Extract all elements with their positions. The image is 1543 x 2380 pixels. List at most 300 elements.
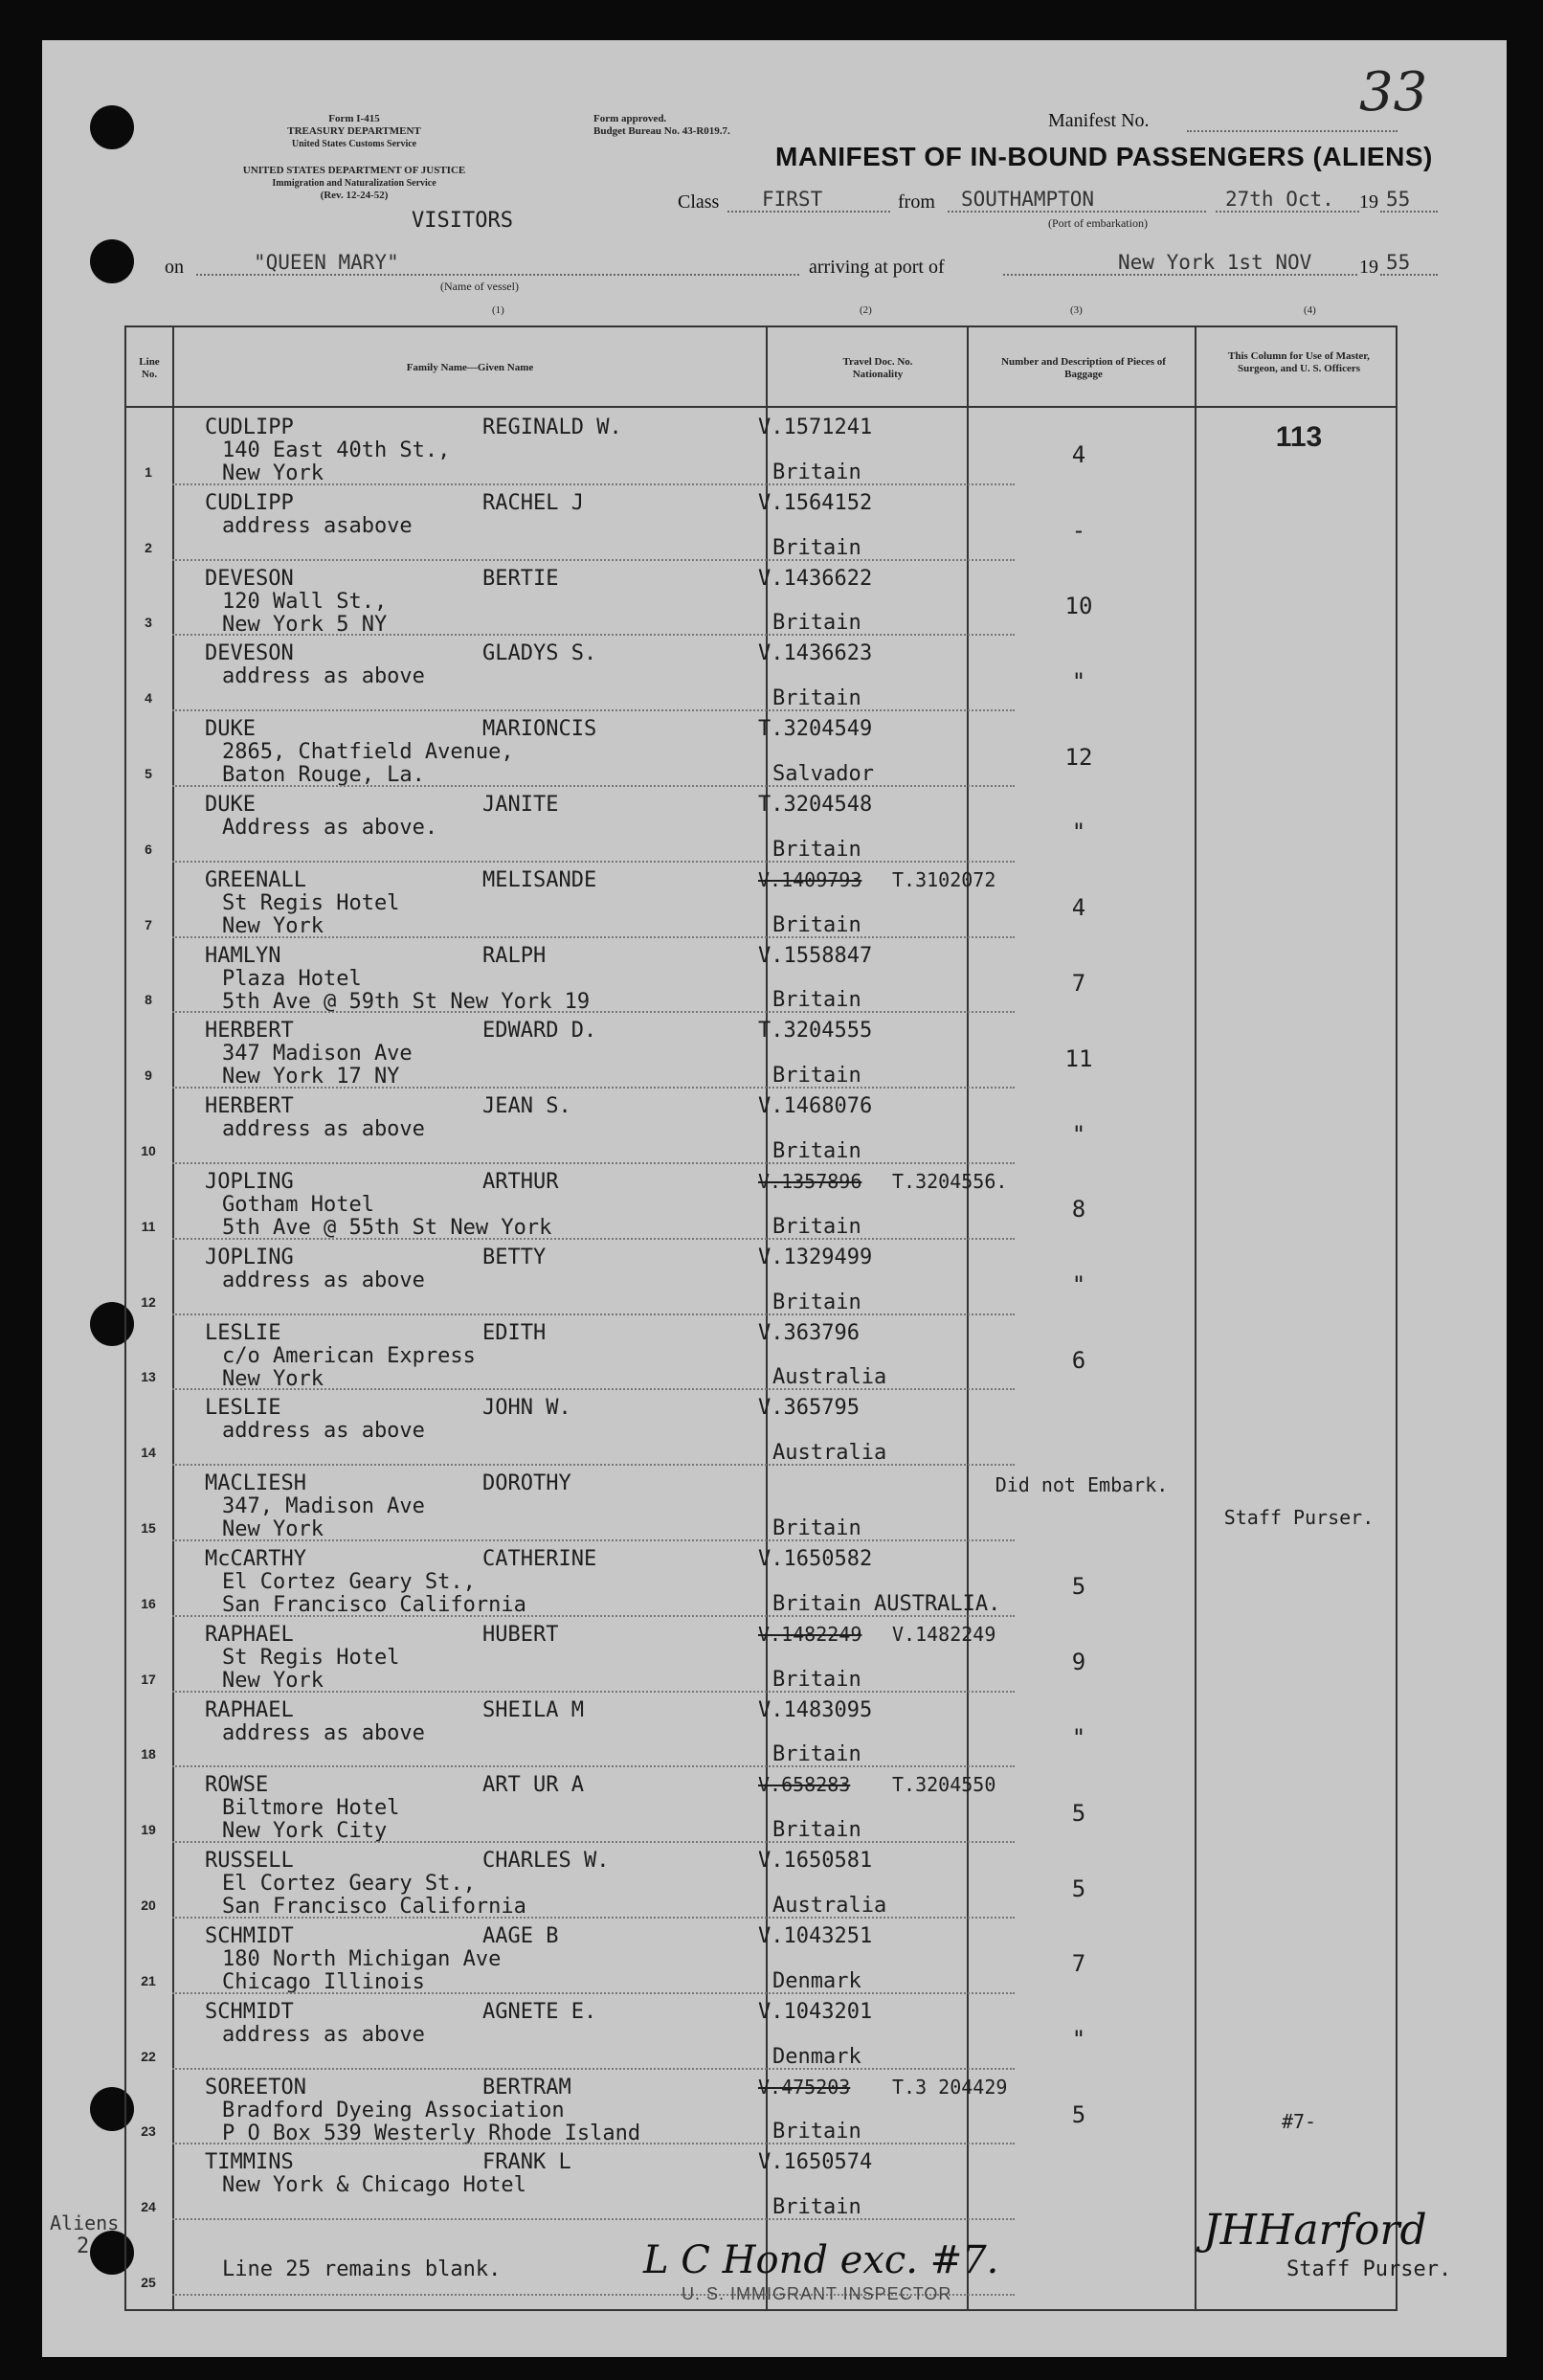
row-divider [172, 1388, 1015, 1391]
row-divider [172, 1615, 1015, 1618]
family-name: DEVESON [205, 566, 294, 591]
given-name: GLADYS S. [482, 641, 597, 666]
class-label: Class [678, 191, 720, 213]
line-number: 18 [141, 1746, 156, 1763]
visitors-label: VISITORS [412, 209, 513, 233]
row-divider [172, 1011, 1015, 1014]
row-divider [172, 634, 1015, 637]
table-row [126, 1166, 1396, 1242]
table-row [126, 2072, 1396, 2147]
family-name: SCHMIDT [205, 1924, 294, 1948]
manifest-title: MANIFEST OF IN-BOUND PASSENGERS (ALIENS) [775, 142, 1433, 171]
passenger-name [205, 567, 722, 592]
address-line: Biltmore Hotel [222, 1796, 400, 1821]
family-name: HERBERT [205, 1019, 294, 1044]
travel-doc-number: V.1436623 [758, 641, 873, 666]
travel-doc-number: V.1564152 [758, 490, 873, 515]
given-name: BERTIE [482, 566, 559, 591]
address-line: St Regis Hotel [222, 1645, 400, 1670]
address-line: New York City [222, 1819, 388, 1844]
row-divider [172, 785, 1015, 788]
family-name: McCARTHY [205, 1547, 306, 1571]
dept-justice-sub: Immigration and Naturalization Service [272, 178, 436, 189]
family-name: SCHMIDT [205, 1999, 294, 2024]
line-number: 25 [141, 2274, 156, 2290]
family-name: HAMLYN [205, 943, 281, 968]
travel-doc-struck: V.1482249 [758, 1622, 862, 1646]
address-line: c/o American Express [222, 1343, 476, 1368]
from-value: SOUTHAMPTON [948, 188, 1206, 213]
passenger-name [205, 717, 722, 742]
given-name: AAGE B [482, 1924, 559, 1948]
line-number: 16 [141, 1595, 156, 1611]
baggage-count: 4 [1071, 894, 1086, 922]
nationality: Britain [772, 1667, 861, 1692]
address-line: Plaza Hotel [222, 966, 362, 991]
address-line: New York [222, 913, 324, 938]
family-name: ROWSE [205, 1773, 269, 1798]
nationality: Britain [772, 535, 861, 560]
given-name: AGNETE E. [482, 1999, 597, 2024]
dept-treasury: TREASURY DEPARTMENT [287, 125, 421, 137]
table-row [126, 713, 1396, 789]
given-name: BETTY [482, 1245, 547, 1269]
row-divider [172, 1992, 1015, 1995]
table-row [126, 1015, 1396, 1090]
family-name: RAPHAEL [205, 1697, 294, 1722]
family-name: RUSSELL [205, 1849, 294, 1874]
baggage-count: " [1071, 667, 1086, 695]
line-number: 12 [141, 1293, 156, 1310]
table-row [126, 864, 1396, 940]
family-name: LESLIE [205, 1396, 281, 1421]
baggage-count: Did not Embark. [995, 1473, 1169, 1497]
address-line: New York [222, 1366, 324, 1391]
header-line-no: Line No. [139, 356, 160, 380]
class-value: FIRST [727, 188, 890, 213]
nationality: Britain [772, 1818, 861, 1843]
address-line: San Francisco California [222, 1593, 526, 1617]
line-number: 23 [141, 2123, 156, 2140]
nationality: Salvador [772, 761, 874, 786]
passenger-name [205, 2000, 722, 2025]
baggage-count: 10 [1064, 592, 1093, 619]
passenger-name [205, 1396, 722, 1421]
officer-note: Staff Purser. [1223, 1506, 1375, 1530]
nationality: Denmark [772, 1968, 861, 1993]
nationality: Britain [772, 1064, 861, 1089]
form-approved: Form approved. [593, 113, 667, 124]
row-divider [172, 1162, 1015, 1165]
row-divider [172, 709, 1015, 712]
nationality: Britain AUSTRALIA. [772, 1591, 1001, 1616]
travel-doc-number: V.1558847 [758, 943, 873, 968]
year-prefix: 19 [1359, 191, 1378, 213]
line-number: 2 [145, 539, 152, 555]
date-value: 27th Oct. [1216, 188, 1359, 213]
line-number: 5 [145, 765, 152, 781]
family-name: DUKE [205, 793, 256, 817]
form-revision: (Rev. 12-24-52) [320, 190, 389, 201]
address-line: New York [222, 461, 324, 485]
nationality: Britain [772, 2195, 861, 2220]
port-embarkation-caption: (Port of embarkation) [1048, 216, 1148, 230]
line-number: 3 [145, 615, 152, 631]
line-number: 13 [141, 1369, 156, 1385]
officer-note: #7- [1281, 2109, 1317, 2133]
line-number: 21 [141, 1972, 156, 1988]
table-row [126, 1317, 1396, 1393]
baggage-count: 11 [1064, 1044, 1093, 1072]
staff-purser-bottom: Staff Purser. [1286, 2257, 1452, 2281]
address-line: address as above [222, 664, 425, 689]
table-row [126, 1242, 1396, 1317]
address-line: 5th Ave @ 59th St New York 19 [222, 989, 591, 1014]
baggage-count: 5 [1071, 1573, 1086, 1601]
nationality: Australia [772, 1365, 887, 1390]
aliens-count: 2 [77, 2234, 90, 2258]
table-row [126, 563, 1396, 639]
travel-doc-number: T.3 204429 [892, 2075, 1008, 2099]
given-name: CHARLES W. [482, 1849, 610, 1874]
row-divider [172, 1765, 1015, 1768]
signature: JHHarford [1203, 2206, 1427, 2255]
row-divider [172, 1087, 1015, 1089]
baggage-count: 4 [1071, 441, 1086, 469]
line-number: 8 [145, 992, 152, 1008]
row-divider [172, 1313, 1015, 1316]
given-name: MELISANDE [482, 867, 597, 892]
passenger-name [205, 1019, 722, 1044]
row-divider [172, 936, 1015, 939]
address-line: St Regis Hotel [222, 890, 400, 915]
given-name: REGINALD W. [482, 415, 622, 439]
travel-doc-number: V.365795 [758, 1396, 860, 1421]
address-line: P O Box 539 Westerly Rhode Island [222, 2121, 641, 2145]
baggage-count: 7 [1071, 1950, 1086, 1978]
travel-doc-number: V.1468076 [758, 1094, 873, 1119]
travel-doc-number: T.3204556. [892, 1170, 1008, 1193]
travel-doc-number: T.3204548 [758, 793, 873, 817]
address-line: address as above [222, 1117, 425, 1142]
family-name: MACLIESH [205, 1471, 306, 1496]
given-name: RACHEL J [482, 490, 584, 515]
travel-doc-number: V.1650574 [758, 2150, 873, 2175]
column-number-4: (4) [1304, 304, 1316, 316]
arrival-year-prefix: 19 [1359, 257, 1378, 278]
given-name: ART UR A [482, 1773, 584, 1798]
travel-doc-number: V.1650581 [758, 1849, 873, 1874]
passenger-name [205, 2076, 722, 2100]
address-line: San Francisco California [222, 1895, 526, 1920]
address-line: address as above [222, 1720, 425, 1745]
row-divider [172, 1539, 1015, 1542]
aliens-note: Aliens [50, 2212, 120, 2234]
passenger-name [205, 868, 722, 893]
nationality: Britain [772, 611, 861, 636]
handwritten-note: L C Hond exc. #7. [643, 2238, 999, 2282]
passenger-name [205, 1094, 722, 1119]
family-name: DEVESON [205, 641, 294, 666]
table-row [126, 1392, 1396, 1468]
travel-doc-struck: V.1357896 [758, 1170, 862, 1193]
address-line: Chicago Illinois [222, 1970, 425, 1994]
table-row [126, 1619, 1396, 1695]
vessel-value: "QUEEN MARY" [196, 251, 799, 276]
passenger-name [205, 1471, 722, 1496]
family-name: TIMMINS [205, 2150, 294, 2175]
address-line: New York [222, 1668, 324, 1693]
baggage-count: 5 [1071, 1875, 1086, 1902]
budget-bureau: Budget Bureau No. 43-R019.7. [593, 125, 730, 137]
table-row [126, 638, 1396, 713]
line-number: 17 [141, 1671, 156, 1687]
column-number-2: (2) [860, 304, 872, 316]
row-divider [172, 2143, 1015, 2145]
family-name: JOPLING [205, 1245, 294, 1269]
passenger-name [205, 491, 722, 516]
header-officers: This Column for Use of Master, Surgeon, and U. S. Officers [1228, 350, 1370, 374]
family-name: HERBERT [205, 1094, 294, 1119]
line-number: 19 [141, 1822, 156, 1838]
travel-doc-number: V.1482249 [892, 1622, 996, 1646]
passenger-name [205, 641, 722, 666]
row-divider [172, 483, 1015, 486]
given-name: RALPH [482, 943, 547, 968]
line-number: 22 [141, 2048, 156, 2064]
nationality: Britain [772, 2120, 861, 2144]
line-number: 6 [145, 841, 152, 857]
vessel-caption: (Name of vessel) [440, 280, 519, 293]
table-row [126, 487, 1396, 563]
line-number: 9 [145, 1067, 152, 1084]
given-name: EDITH [482, 1320, 547, 1345]
address-line: 140 East 40th St., [222, 438, 451, 462]
address-line: 120 Wall St., [222, 589, 388, 614]
inspector-stamp: U. S. IMMIGRANT INSPECTOR [682, 2284, 952, 2303]
baggage-count: 12 [1064, 743, 1093, 771]
passenger-name [205, 1698, 722, 1723]
passenger-name [205, 1924, 722, 1949]
travel-doc-number: V.1329499 [758, 1245, 873, 1269]
on-label: on [165, 257, 184, 278]
given-name: ARTHUR [482, 1170, 559, 1194]
family-name: CUDLIPP [205, 415, 294, 439]
address-line: address asabove [222, 513, 413, 538]
travel-doc-struck: V.1409793 [758, 867, 862, 891]
baggage-count: 5 [1071, 1799, 1086, 1827]
given-name: FRANK L [482, 2150, 571, 2175]
passenger-name [205, 1547, 722, 1572]
travel-doc-number: T.3204555 [758, 1019, 873, 1044]
table-row [126, 1996, 1396, 2072]
travel-doc-number: V.1436622 [758, 566, 873, 591]
travel-doc-struck: V.658283 [758, 1773, 851, 1797]
address-line: 347, Madison Ave [222, 1494, 425, 1519]
address-line: 5th Ave @ 55th St New York [222, 1216, 552, 1240]
passenger-name [205, 2150, 722, 2175]
travel-doc-number: V.363796 [758, 1320, 860, 1345]
baggage-count: " [1071, 819, 1086, 846]
baggage-count: " [1071, 1723, 1086, 1751]
passenger-name [205, 944, 722, 969]
table-row [126, 940, 1396, 1016]
nationality: Britain [772, 1214, 861, 1239]
row-divider [172, 1464, 1015, 1467]
baggage-count: " [1071, 1120, 1086, 1148]
line25-note: Line 25 remains blank. [222, 2257, 502, 2281]
row-divider [172, 2218, 1015, 2221]
row-divider [172, 559, 1015, 562]
family-name: JOPLING [205, 1170, 294, 1194]
line-number: 10 [141, 1142, 156, 1158]
line-number: 4 [145, 690, 152, 707]
passenger-name [205, 1321, 722, 1346]
baggage-count: 7 [1071, 969, 1086, 997]
given-name: MARIONCIS [482, 717, 597, 742]
baggage-count: - [1071, 517, 1086, 545]
manifest-table [124, 326, 1452, 2311]
table-row [126, 1769, 1396, 1845]
passenger-name [205, 1849, 722, 1874]
header-baggage: Number and Description of Pieces of Baggage [1001, 356, 1166, 380]
row-divider [172, 861, 1015, 864]
passenger-name [205, 1246, 722, 1270]
nationality: Australia [772, 1893, 887, 1918]
address-line: Gotham Hotel [222, 1193, 374, 1217]
baggage-count: 6 [1071, 1346, 1086, 1374]
baggage-count: 5 [1071, 2100, 1086, 2128]
table-row [126, 1920, 1396, 1996]
arriving-label: arriving at port of [809, 257, 945, 278]
family-name: DUKE [205, 717, 256, 742]
travel-doc-number: V.1483095 [758, 1697, 873, 1722]
family-name: SOREETON [205, 2075, 306, 2099]
nationality: Australia [772, 1441, 887, 1466]
from-label: from [898, 191, 935, 213]
nationality: Britain [772, 1290, 861, 1314]
travel-doc-struck: V.475203 [758, 2075, 851, 2099]
nationality: Britain [772, 1742, 861, 1767]
given-name: BERTRAM [482, 2075, 571, 2099]
given-name: EDWARD D. [482, 1019, 597, 1044]
nationality: Denmark [772, 2044, 861, 2069]
row-divider [172, 1917, 1015, 1920]
baggage-count: " [1071, 2026, 1086, 2054]
nationality: Britain [772, 1516, 861, 1540]
header-family-name: Family Name—Given Name [406, 362, 534, 373]
nationality: Britain [772, 460, 861, 484]
family-name: GREENALL [205, 867, 306, 892]
address-line: address as above [222, 1419, 425, 1444]
header-travel-doc: Travel Doc. No. Nationality [842, 356, 913, 380]
given-name: JOHN W. [482, 1396, 571, 1421]
line-number: 11 [141, 1218, 156, 1234]
nationality: Britain [772, 988, 861, 1013]
binder-hole [90, 105, 134, 149]
nationality: Britain [772, 837, 861, 862]
nationality: Britain [772, 1138, 861, 1163]
address-line: El Cortez Geary St., [222, 1570, 476, 1594]
address-line: Address as above. [222, 816, 438, 840]
given-name: JANITE [482, 793, 559, 817]
travel-doc-number: V.1043251 [758, 1924, 873, 1948]
travel-doc-number: T.3204549 [758, 717, 873, 742]
address-line: Baton Rouge, La. [222, 763, 425, 788]
family-name: LESLIE [205, 1320, 281, 1345]
manifest-no-value: 33 [1359, 61, 1428, 123]
travel-doc-number: V.1043201 [758, 1999, 873, 2024]
table-row [126, 1695, 1396, 1770]
manifest-no-field [1187, 130, 1398, 132]
row-divider [172, 1238, 1015, 1241]
form-number: Form I-415 [328, 113, 380, 124]
given-name: SHEILA M [482, 1697, 584, 1722]
given-name: JEAN S. [482, 1094, 571, 1119]
travel-doc-number: V.1571241 [758, 415, 873, 439]
table-row [126, 412, 1396, 487]
address-line: address as above [222, 2022, 425, 2047]
dept-justice: UNITED STATES DEPARTMENT OF JUSTICE [242, 165, 466, 176]
address-line: New York 17 NY [222, 1065, 400, 1089]
given-name: CATHERINE [482, 1547, 597, 1571]
column-number-3: (3) [1070, 304, 1083, 316]
line-number: 15 [141, 1519, 156, 1536]
nationality: Britain [772, 912, 861, 937]
nationality: Britain [772, 686, 861, 711]
table-row [126, 789, 1396, 864]
family-name: CUDLIPP [205, 490, 294, 515]
address-line: El Cortez Geary St., [222, 1872, 476, 1897]
baggage-count: " [1071, 1271, 1086, 1299]
line-number: 20 [141, 1897, 156, 1913]
year-value: 55 [1380, 188, 1438, 213]
passenger-name [205, 793, 722, 818]
passenger-name [205, 1170, 722, 1195]
baggage-count: 9 [1071, 1649, 1086, 1676]
address-line: 180 North Michigan Ave [222, 1947, 502, 1971]
address-line: New York & Chicago Hotel [222, 2173, 526, 2198]
arrival-value: New York 1st NOV [1003, 251, 1357, 276]
address-line: 347 Madison Ave [222, 1042, 413, 1067]
table-row [126, 1845, 1396, 1920]
manifest-no-label: Manifest No. [1048, 110, 1150, 131]
travel-doc-number: T.3102072 [892, 867, 996, 891]
address-line: Bradford Dyeing Association [222, 2098, 565, 2122]
line-number: 24 [141, 2199, 156, 2215]
header-divider [126, 406, 1396, 408]
address-line: New York [222, 1517, 324, 1542]
given-name: HUBERT [482, 1622, 559, 1647]
column-number-1: (1) [492, 304, 504, 316]
travel-doc-number: V.1650582 [758, 1547, 873, 1571]
row-divider [172, 2068, 1015, 2071]
address-line: address as above [222, 1268, 425, 1292]
row-divider [172, 1691, 1015, 1694]
table-row [126, 1468, 1396, 1543]
travel-doc-number: T.3204550 [892, 1773, 996, 1797]
baggage-count: 8 [1071, 1196, 1086, 1224]
table-row [126, 1543, 1396, 1619]
binder-hole [90, 239, 134, 283]
given-name: DOROTHY [482, 1471, 571, 1496]
line-number: 14 [141, 1445, 156, 1461]
table-row [126, 1090, 1396, 1166]
line-number: 7 [145, 916, 152, 932]
row-divider [172, 1841, 1015, 1844]
officer-note: 113 [1275, 421, 1323, 453]
arrival-year-value: 55 [1380, 251, 1438, 276]
